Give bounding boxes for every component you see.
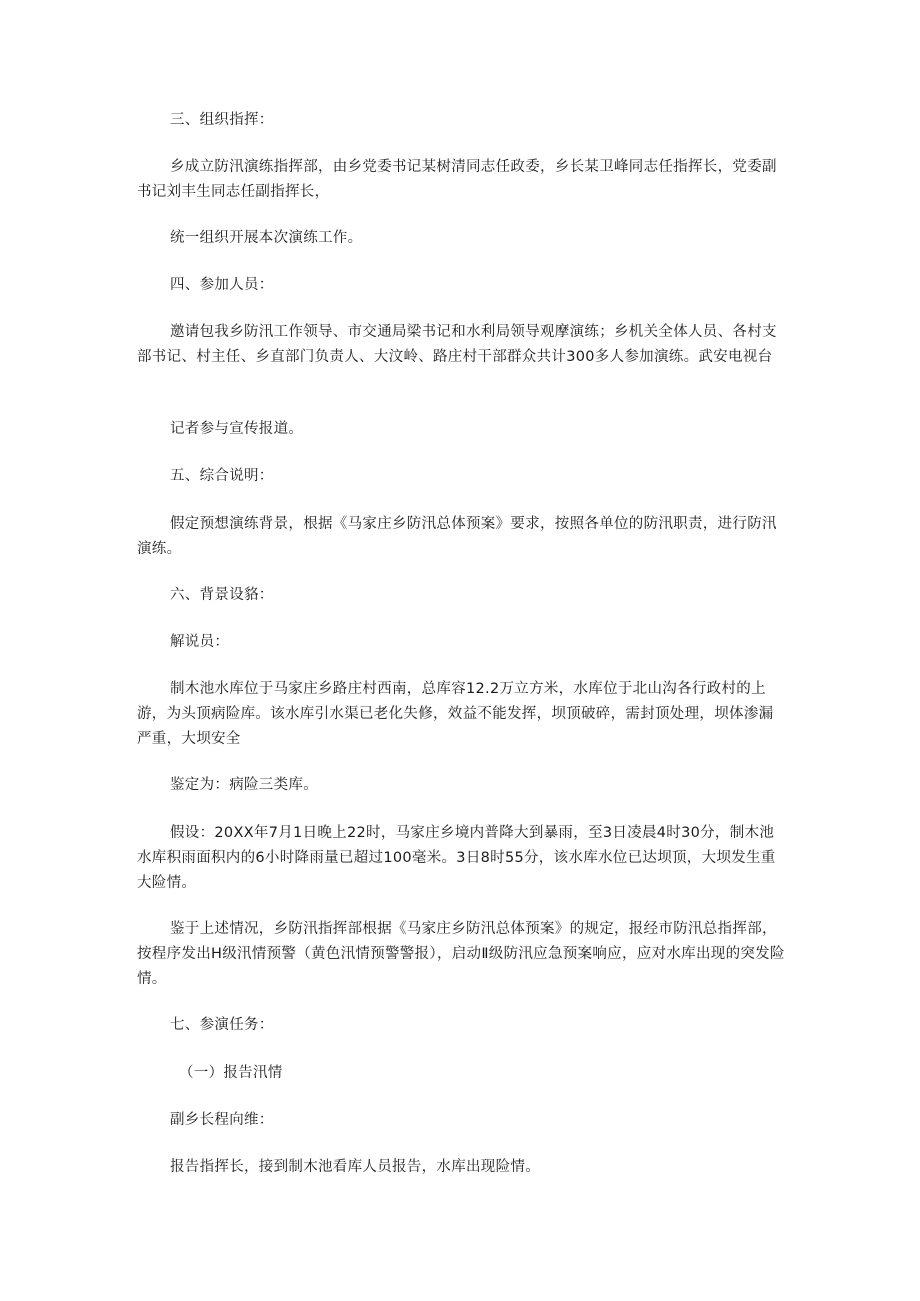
paragraph-participants-list: 邀请包我乡防汛工作领导、市交通局梁书记和水利局领导观摩演练；乡机关全体人员、各村支部书记、村主任、乡直部门负责人、大汶岭、路庄村干部群众共计300多人参加演练。武安电视台 <box>137 324 777 365</box>
paragraph-deputy-mayor: 副乡长程向维： <box>170 1112 274 1128</box>
heading-organization-command: 三、组织指挥： <box>170 112 274 128</box>
paragraph-command-structure: 乡成立防汛演练指挥部，由乡党委书记某树清同志任政委，乡长某卫峰同志任指挥长，党委副书记刘丰生同志任副指挥长， <box>137 159 777 200</box>
paragraph-reservoir-classification: 鉴定为：病险三类库。 <box>170 777 318 793</box>
paragraph-general-description: 假定预想演练背景，根据《马家庄乡防汛总体预案》要求，按照各单位的防汛职责，进行防汛演练。 <box>137 516 777 557</box>
paragraph-warning-response: 鉴于上述情况，乡防汛指挥部根据《马家庄乡防汛总体预案》的规定，报经市防汛总指挥部，按程序发出H级汛情预警（黄色汛情预警警报），启动Ⅱ级防汛应急预案响应，应对水库出现的突发险情。 <box>137 921 785 987</box>
heading-background-setting: 六、背景设貉： <box>170 587 274 603</box>
paragraph-unified-organization: 统一组织开展本次演练工作。 <box>170 230 363 246</box>
paragraph-narrator: 解说员： <box>170 634 230 650</box>
paragraph-report-to-commander: 报告指挥长，接到制木池看库人员报告，水库出现险情。 <box>170 1159 540 1175</box>
paragraph-reservoir-description: 制木池水库位于马家庄乡路庄村西南，总库容12.2万立方米，水库位于北山沟各行政村的上游，为头顶病险库。该水库引水渠已老化失修，效益不能发挥，坝顶破碎，需封顶处理，坝体渗漏严重，大坝安全 <box>137 681 774 747</box>
paragraph-press-coverage: 记者参与宣传报道。 <box>170 421 304 437</box>
heading-participants: 四、参加人员： <box>170 277 274 293</box>
heading-drill-tasks: 七、参演任务： <box>170 1017 274 1033</box>
heading-general-description: 五、综合说明： <box>170 468 274 484</box>
paragraph-scenario-assumption: 假设：20XX年7月1日晚上22时，马家庄乡境内普降大到暴雨，至3日凌晨4时30分，制木池水库积雨面积内的6小时降雨量已超过100毫米。3日8时55分，该水库水位已达坝顶，大坝发生重大险情。 <box>137 825 776 891</box>
subheading-report-flood: （一）报告汛情 <box>179 1065 283 1081</box>
